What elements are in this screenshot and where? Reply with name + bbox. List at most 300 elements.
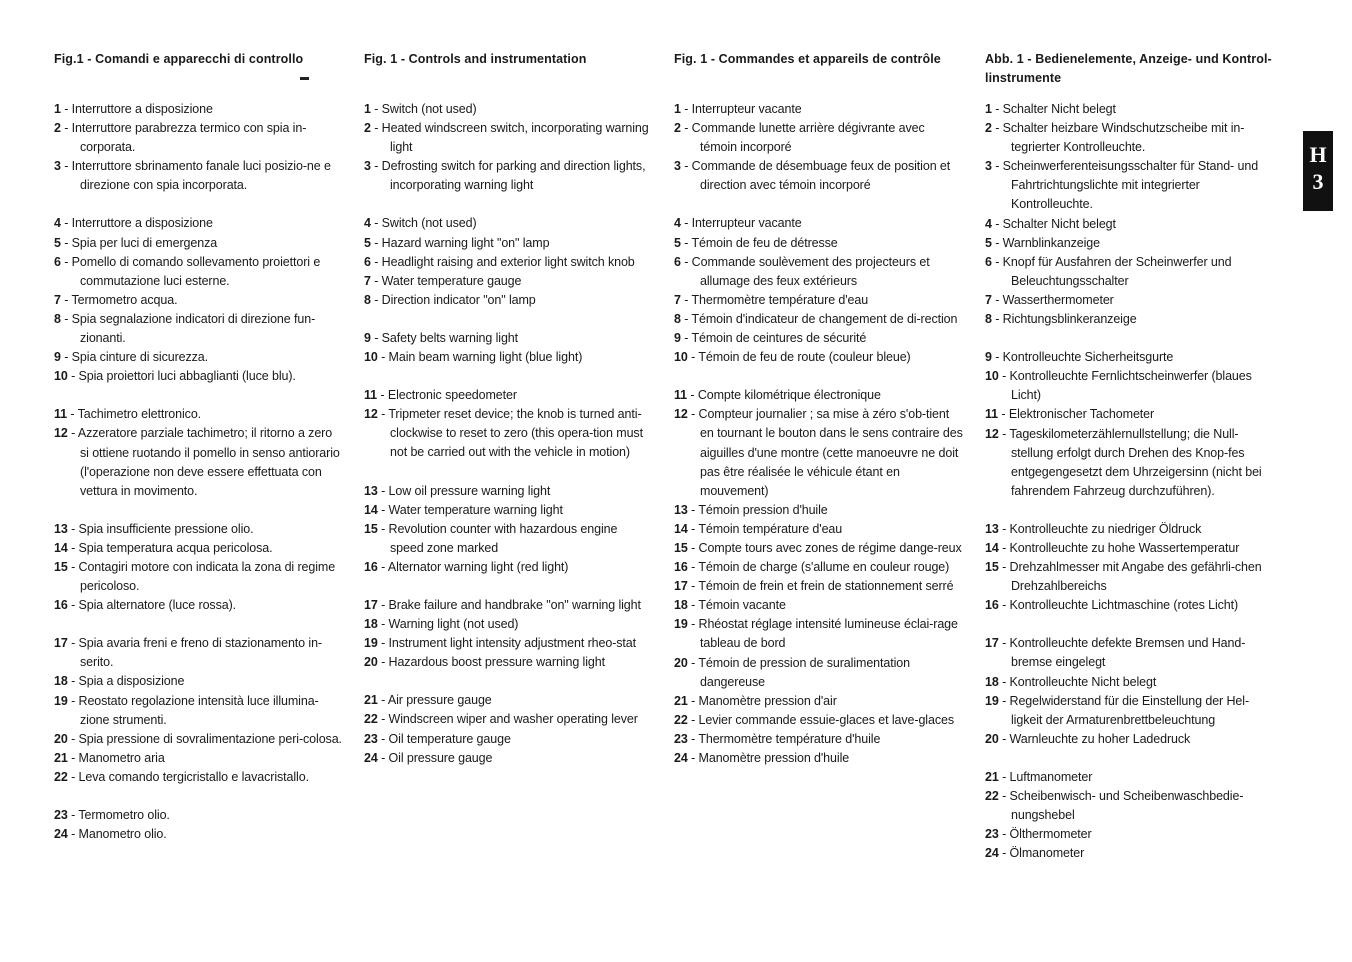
- list-item: 24 - Oil pressure gauge: [364, 750, 493, 765]
- item-number: 15: [364, 521, 378, 536]
- item-number: 1: [364, 102, 371, 116]
- item-number: 11: [674, 388, 688, 403]
- list-item: 15 - Contagiri motore con indicata la zona di regime pericoloso.: [54, 559, 336, 594]
- list-item: 1 - Interrupteur vacante: [674, 102, 802, 116]
- item-text: Luftmanometer: [1009, 769, 1093, 784]
- list-item: 21 - Manometro aria: [54, 750, 165, 765]
- item-text: Reostato regolazione intensità luce illumina-zione strumenti.: [78, 693, 319, 727]
- item-number: 14: [364, 502, 378, 517]
- list-item: 10 - Main beam warning light (blue light): [364, 350, 583, 365]
- list-item: 11 - Tachimetro elettronico.: [54, 407, 202, 422]
- list-item: 24 - Manomètre pression d'huile: [674, 751, 850, 765]
- list-item: 2 - Schalter heizbare Windschutzscheibe mit in-tegrierter Kontrolleuchte.: [985, 121, 1245, 155]
- list-item: 19 - Rhéostat réglage intensité lumineuse éclai-rage tableau de bord: [674, 617, 958, 651]
- list-item: 7 - Termometro acqua.: [54, 292, 178, 307]
- item-number: 9: [364, 330, 371, 345]
- item-text: Spia segnalazione indicatori di direzione fun-zionanti.: [71, 311, 316, 346]
- list-item: 20 - Témoin de pression de suralimentation dangereuse: [674, 655, 911, 689]
- item-number: 3: [54, 159, 61, 174]
- list-item: 3 - Scheinwerferenteisungsschalter für Stand- und Fahrtrichtungslichte mit integrierter Kontrolleuchte.: [985, 159, 1259, 212]
- item-text: Compte kilométrique électronique: [697, 388, 881, 403]
- item-number: 13: [674, 502, 688, 517]
- item-number: 18: [54, 674, 68, 689]
- item-text: Témoin température d'eau: [698, 521, 843, 536]
- item-text: Interruttore sbrinamento fanale luci posizio-ne e direzione con spia incorporata.: [71, 159, 331, 193]
- list-item: 22 - Windscreen wiper and washer operating lever: [364, 712, 638, 727]
- list-item: 6 - Headlight raising and exterior light switch knob: [364, 254, 635, 269]
- list-item: 12 - Tageskilometerzählernullstellung; die Null-stellung erfolgt durch Drehen des Knop-fes entgegengesetzt dem Uhrzeigersinn (nicht bei fahrendem Fahrzeug durchzuführen).: [985, 426, 1262, 498]
- item-number: 17: [985, 636, 999, 651]
- list-item: 5 - Spia per luci di emergenza: [54, 235, 218, 250]
- list-item: 10 - Kontrolleuchte Fernlichtscheinwerfer (blaues Licht): [985, 369, 1252, 403]
- list-item: 22 - Scheibenwisch- und Scheibenwaschbedie-nungshebel: [985, 789, 1244, 823]
- list-item: 3 - Commande de désembuage feux de position et direction avec témoin incorporé: [674, 159, 951, 193]
- item-text: Air pressure gauge: [387, 693, 492, 708]
- item-text: Commande soulèvement des projecteurs et allumage des feux extérieurs: [691, 254, 930, 288]
- list-item: 6 - Commande soulèvement des projecteurs et allumage des feux extérieurs: [674, 254, 930, 288]
- item-number: 9: [54, 350, 61, 365]
- item-number: 19: [674, 617, 688, 632]
- item-text: Manomètre pression d'air: [698, 693, 837, 708]
- list-item: 5 - Témoin de feu de détresse: [674, 235, 838, 250]
- item-number: 18: [674, 598, 688, 613]
- list-item: 22 - Leva comando tergicristallo e lavacristallo.: [54, 769, 309, 784]
- list-item: 9 - Témoin de ceintures de sécurité: [674, 331, 867, 346]
- item-number: 5: [54, 235, 61, 250]
- item-text: Tageskilometerzählernullstellung; die Null-stellung erfolgt durch Drehen des Knop-fes entgegengesetzt dem Uhrzeigersinn (nicht bei fahrendem Fahrzeug durchzuführen).: [1009, 426, 1262, 498]
- item-number: 19: [364, 636, 378, 651]
- item-text: Direction indicator "on" lamp: [381, 292, 536, 307]
- list-item: 8 - Spia segnalazione indicatori di direzione fun-zionanti.: [54, 311, 316, 346]
- list-item: 4 - Interrupteur vacante: [674, 216, 802, 231]
- item-number: 24: [674, 751, 688, 765]
- item-text: Scheinwerferenteisungsschalter für Stand- und Fahrtrichtungslichte mit integrierter Kontrolleuchte.: [1002, 159, 1259, 212]
- item-text: Elektronischer Tachometer: [1008, 407, 1155, 422]
- list-item: 15 - Revolution counter with hazardous engine speed zone marked: [364, 521, 618, 555]
- item-number: 11: [364, 388, 378, 403]
- item-text: Levier commande essuie-glaces et lave-glaces: [698, 712, 954, 727]
- item-list: [54, 100, 344, 844]
- item-text: Témoin de ceintures de sécurité: [691, 331, 867, 346]
- list-item: 7 - Thermomètre température d'eau: [674, 292, 869, 307]
- item-list: [985, 100, 1275, 863]
- item-number: 4: [364, 216, 371, 231]
- item-group: [985, 348, 1275, 501]
- item-group: [54, 634, 344, 787]
- item-text: Thermomètre température d'huile: [698, 731, 881, 746]
- list-item: 18 - Warning light (not used): [364, 617, 519, 632]
- item-text: Interrupteur vacante: [691, 102, 802, 116]
- item-number: 5: [674, 235, 681, 250]
- item-list: [674, 100, 964, 768]
- item-text: Safety belts warning light: [381, 330, 519, 345]
- list-item: 15 - Compte tours avec zones de régime dange-reux: [674, 540, 962, 555]
- list-item: 9 - Safety belts warning light: [364, 330, 519, 345]
- item-number: 10: [985, 369, 999, 384]
- list-item: 14 - Water temperature warning light: [364, 502, 563, 517]
- item-number: 20: [364, 655, 378, 670]
- item-text: Oil pressure gauge: [388, 750, 493, 765]
- item-number: 20: [985, 731, 999, 746]
- list-item: 13 - Témoin pression d'huile: [674, 502, 828, 517]
- item-text: Commande de désembuage feux de position et direction avec témoin incorporé: [691, 159, 951, 193]
- item-text: Témoin de pression de suralimentation dangereuse: [698, 655, 911, 689]
- print-mark: [300, 77, 309, 80]
- item-number: 5: [985, 235, 992, 250]
- list-item: 9 - Kontrolleuchte Sicherheitsgurte: [985, 350, 1174, 365]
- item-number: 17: [364, 597, 378, 612]
- item-text: Termometro acqua.: [71, 292, 178, 307]
- item-text: Interruttore a disposizione: [71, 216, 213, 231]
- column-title: Fig. 1 - Controls and instrumentation: [364, 52, 587, 66]
- item-text: Spia a disposizione: [78, 674, 185, 689]
- list-item: 6 - Pomello di comando sollevamento proiettori e commutazione luci esterne.: [54, 254, 321, 288]
- list-item: 2 - Interruttore parabrezza termico con spia in-corporata.: [54, 121, 307, 155]
- list-item: 1 - Interruttore a disposizione: [54, 102, 213, 116]
- list-item: 14 - Témoin température d'eau: [674, 521, 843, 536]
- item-text: Spia alternatore (luce rossa).: [78, 598, 237, 613]
- list-item: 10 - Témoin de feu de route (couleur bleue): [674, 350, 911, 365]
- item-number: 12: [674, 407, 688, 422]
- list-item: 17 - Brake failure and handbrake "on" warning light: [364, 597, 641, 612]
- list-item: 8 - Richtungsblinkeranzeige: [985, 312, 1137, 327]
- item-group: [985, 768, 1275, 863]
- item-number: 10: [364, 350, 378, 365]
- item-number: 13: [54, 521, 68, 536]
- item-text: Brake failure and handbrake "on" warning light: [388, 597, 641, 612]
- item-number: 20: [54, 731, 68, 746]
- item-number: 5: [364, 235, 371, 250]
- item-text: Rhéostat réglage intensité lumineuse éclai-rage tableau de bord: [698, 617, 958, 651]
- item-text: Azzeratore parziale tachimetro; il ritorno a zero si ottiene ruotando il pomello in senso antiorario (l'operazione non deve essere effettuata con vettura in movimento.: [77, 426, 340, 498]
- item-number: 4: [985, 216, 992, 231]
- list-item: 1 - Switch (not used): [364, 102, 477, 116]
- list-item: 23 - Ölthermometer: [985, 827, 1092, 842]
- item-number: 14: [985, 540, 999, 555]
- item-text: Revolution counter with hazardous engine speed zone marked: [388, 521, 618, 555]
- list-item: 8 - Direction indicator "on" lamp: [364, 292, 536, 307]
- column-title: Abb. 1 - Bedienelemente, Anzeige- und Kontrol-linstrumente: [985, 52, 1272, 85]
- list-item: 16 - Kontrolleuchte Lichtmaschine (rotes Licht): [985, 598, 1239, 613]
- item-number: 4: [54, 216, 61, 231]
- column-title: Fig.1 - Comandi e apparecchi di controllo: [54, 52, 304, 66]
- item-text: Interrupteur vacante: [691, 216, 802, 231]
- item-number: 23: [985, 827, 999, 842]
- item-text: Compte tours avec zones de régime dange-reux: [698, 540, 962, 555]
- item-number: 20: [674, 655, 688, 670]
- list-item: 7 - Wasserthermometer: [985, 292, 1114, 307]
- item-number: 21: [674, 693, 688, 708]
- item-text: Interruttore a disposizione: [71, 102, 213, 116]
- item-number: 22: [674, 712, 688, 727]
- column-french: [674, 50, 964, 787]
- item-group: [364, 482, 654, 577]
- item-number: 16: [364, 559, 378, 574]
- item-text: Schalter Nicht belegt: [1002, 102, 1116, 116]
- list-item: 13 - Spia insufficiente pressione olio.: [54, 521, 254, 536]
- list-item: 20 - Warnleuchte zu hoher Ladedruck: [985, 731, 1191, 746]
- item-text: Oil temperature gauge: [388, 731, 511, 746]
- item-number: 16: [985, 598, 999, 613]
- item-number: 2: [674, 121, 681, 136]
- item-text: Kontrolleuchte Nicht belegt: [1009, 674, 1157, 689]
- item-text: Schalter heizbare Windschutzscheibe mit in-tegrierter Kontrolleuchte.: [1002, 121, 1245, 155]
- item-group: [54, 520, 344, 615]
- item-text: Warnblinkanzeige: [1002, 235, 1100, 250]
- list-item: 14 - Kontrolleuchte zu hohe Wassertemperatur: [985, 540, 1240, 555]
- item-text: Low oil pressure warning light: [388, 483, 551, 498]
- list-item: 18 - Kontrolleuchte Nicht belegt: [985, 674, 1157, 689]
- item-number: 3: [985, 159, 992, 174]
- section-tab-letter: H: [1309, 142, 1327, 167]
- item-group: [364, 329, 654, 367]
- item-number: 15: [674, 540, 688, 555]
- list-item: 12 - Azzeratore parziale tachimetro; il ritorno a zero si ottiene ruotando il pomello in senso antiorario (l'operazione non deve essere effettuata con vettura in movimento.: [54, 426, 340, 498]
- list-item: 18 - Spia a disposizione: [54, 674, 185, 689]
- list-item: 17 - Spia avaria freni e freno di stazionamento in-serito.: [54, 636, 322, 670]
- list-item: 2 - Heated windscreen switch, incorporating warning light: [364, 121, 649, 155]
- item-number: 6: [364, 254, 371, 269]
- item-text: Warning light (not used): [388, 617, 519, 632]
- item-number: 2: [54, 121, 61, 136]
- item-number: 9: [674, 331, 681, 346]
- list-item: 5 - Warnblinkanzeige: [985, 235, 1100, 250]
- item-text: Electronic speedometer: [387, 388, 517, 403]
- list-item: 3 - Interruttore sbrinamento fanale luci posizio-ne e direzione con spia incorporata.: [54, 159, 331, 193]
- item-text: Spia temperatura acqua pericolosa.: [78, 540, 273, 555]
- list-item: 21 - Luftmanometer: [985, 769, 1093, 784]
- item-text: Kontrolleuchte zu hohe Wassertemperatur: [1009, 540, 1240, 555]
- list-item: 19 - Reostato regolazione intensità luce illumina-zione strumenti.: [54, 693, 319, 727]
- list-item: 12 - Compteur journalier ; sa mise à zéro s'ob-tient en tournant le bouton dans le sens contraire des aiguilles d'une montre (cette manoeuvre ne doit pas être réalisée le véhicule étant en mouvement): [674, 407, 963, 498]
- item-number: 19: [54, 693, 68, 708]
- item-text: Pomello di comando sollevamento proiettori e commutazione luci esterne.: [71, 254, 321, 288]
- item-group: [985, 100, 1275, 329]
- item-text: Kontrolleuchte Sicherheitsgurte: [1002, 350, 1174, 365]
- item-text: Contagiri motore con indicata la zona di regime pericoloso.: [78, 559, 336, 594]
- section-tab: [1303, 131, 1333, 211]
- item-group: [985, 520, 1275, 615]
- item-number: 8: [985, 312, 992, 327]
- item-number: 7: [54, 292, 61, 307]
- list-item: 17 - Kontrolleuchte defekte Bremsen und Hand-bremse eingelegt: [985, 636, 1246, 670]
- item-group: [364, 691, 654, 767]
- item-number: 11: [54, 407, 68, 422]
- item-text: Termometro olio.: [78, 808, 170, 822]
- item-number: 11: [985, 407, 999, 422]
- item-text: Ölmanometer: [1009, 846, 1085, 861]
- item-number: 22: [364, 712, 378, 727]
- item-number: 17: [674, 579, 688, 594]
- item-number: 13: [985, 521, 999, 536]
- section-tab-number: 3: [1312, 169, 1324, 194]
- item-text: Thermomètre température d'eau: [691, 292, 869, 307]
- item-number: 23: [674, 731, 688, 746]
- item-text: Tripmeter reset device; the knob is turned anti-clockwise to reset to zero (this opera-tion must not be carried out with the vehicle in motion): [388, 407, 643, 460]
- item-number: 18: [364, 617, 378, 632]
- list-item: 23 - Thermomètre température d'huile: [674, 731, 881, 746]
- list-item: 16 - Alternator warning light (red light): [364, 559, 569, 574]
- item-number: 6: [985, 254, 992, 269]
- list-item: 24 - Manometro olio.: [54, 827, 167, 842]
- list-item: 13 - Low oil pressure warning light: [364, 483, 551, 498]
- item-number: 15: [54, 559, 68, 574]
- item-number: 8: [364, 292, 371, 307]
- item-number: 21: [364, 693, 378, 708]
- list-item: 9 - Spia cinture di sicurezza.: [54, 350, 209, 365]
- item-number: 23: [54, 808, 68, 822]
- item-number: 22: [54, 769, 68, 784]
- item-number: 16: [54, 598, 68, 613]
- column-german: [985, 50, 1275, 882]
- list-item: 24 - Ölmanometer: [985, 846, 1085, 861]
- item-text: Manometro aria: [78, 750, 165, 765]
- item-number: 12: [54, 426, 68, 441]
- item-text: Defrosting switch for parking and direction lights, incorporating warning light: [381, 159, 646, 193]
- list-item: 4 - Switch (not used): [364, 216, 477, 231]
- item-number: 13: [364, 483, 378, 498]
- item-text: Spia avaria freni e freno di stazionamento in-serito.: [78, 636, 322, 670]
- list-item: 20 - Hazardous boost pressure warning light: [364, 655, 605, 670]
- item-text: Richtungsblinkeranzeige: [1002, 312, 1137, 327]
- item-number: 24: [364, 750, 378, 765]
- item-group: [54, 214, 344, 386]
- item-text: Water temperature warning light: [388, 502, 563, 517]
- list-item: 11 - Compte kilométrique électronique: [674, 388, 881, 403]
- item-text: Scheibenwisch- und Scheibenwaschbedie-nungshebel: [1009, 789, 1244, 823]
- item-number: 4: [674, 216, 681, 231]
- list-item: 2 - Commande lunette arrière dégivrante avec témoin incorporé: [674, 121, 925, 155]
- item-text: Témoin de frein et frein de stationnement serré: [698, 579, 954, 594]
- item-text: Témoin de feu de route (couleur bleue): [698, 350, 911, 365]
- item-number: 3: [364, 159, 371, 174]
- item-number: 21: [985, 769, 999, 784]
- item-number: 15: [985, 560, 999, 575]
- list-item: 4 - Schalter Nicht belegt: [985, 216, 1116, 231]
- item-text: Leva comando tergicristallo e lavacristallo.: [78, 769, 309, 784]
- item-text: Windscreen wiper and washer operating lever: [388, 712, 638, 727]
- item-number: 22: [985, 789, 999, 803]
- item-group: [674, 386, 964, 768]
- item-number: 3: [674, 159, 681, 174]
- item-text: Hazard warning light "on" lamp: [381, 235, 550, 250]
- item-text: Kontrolleuchte Lichtmaschine (rotes Licht): [1009, 598, 1239, 613]
- item-number: 6: [674, 254, 681, 269]
- list-item: 7 - Water temperature gauge: [364, 273, 522, 288]
- item-text: Manometro olio.: [78, 827, 167, 842]
- item-number: 18: [985, 674, 999, 689]
- list-item: 19 - Instrument light intensity adjustment rheo-stat: [364, 636, 637, 651]
- list-item: 10 - Spia proiettori luci abbaglianti (luce blu).: [54, 369, 296, 384]
- item-text: Switch (not used): [381, 102, 477, 116]
- item-text: Kontrolleuchte zu niedriger Öldruck: [1009, 521, 1202, 536]
- list-item: 4 - Interruttore a disposizione: [54, 216, 213, 231]
- item-text: Instrument light intensity adjustment rheo-stat: [388, 636, 637, 651]
- list-item: 23 - Oil temperature gauge: [364, 731, 511, 746]
- item-number: 1: [54, 102, 61, 116]
- item-number: 12: [364, 407, 378, 422]
- item-number: 24: [985, 846, 999, 861]
- item-text: Headlight raising and exterior light switch knob: [381, 254, 635, 269]
- item-text: Commande lunette arrière dégivrante avec témoin incorporé: [691, 121, 925, 155]
- list-item: 13 - Kontrolleuchte zu niedriger Öldruck: [985, 521, 1202, 536]
- list-item: 15 - Drehzahlmesser mit Angabe des gefährli-chen Drehzahlbereichs: [985, 560, 1262, 594]
- item-group: [364, 100, 654, 195]
- item-text: Kontrolleuchte Fernlichtscheinwerfer (blaues Licht): [1009, 369, 1252, 403]
- item-number: 24: [54, 827, 68, 842]
- item-group: [54, 405, 344, 500]
- item-number: 2: [364, 121, 371, 136]
- item-number: 7: [985, 292, 992, 307]
- item-text: Alternator warning light (red light): [387, 559, 569, 574]
- item-number: 16: [674, 560, 688, 575]
- item-text: Manomètre pression d'huile: [698, 751, 850, 765]
- list-item: 5 - Hazard warning light "on" lamp: [364, 235, 550, 250]
- item-number: 12: [985, 426, 999, 441]
- item-text: Regelwiderstand für die Einstellung der Hel-ligkeit der Armaturenbrettbeleuchtung: [1009, 693, 1250, 727]
- list-item: 23 - Termometro olio.: [54, 808, 170, 822]
- item-text: Compteur journalier ; sa mise à zéro s'ob-tient en tournant le bouton dans le sens contraire des aiguilles d'une montre (cette manoeuvre ne doit pas être réalisée le véhicule étant en mouvement): [698, 407, 963, 498]
- list-item: 16 - Témoin de charge (s'allume en couleur rouge): [674, 560, 950, 575]
- item-group: [985, 634, 1275, 749]
- item-number: 19: [985, 693, 999, 708]
- item-group: [674, 100, 964, 195]
- item-text: Hazardous boost pressure warning light: [388, 655, 605, 670]
- item-text: Témoin d'indicateur de changement de di-rection: [691, 311, 958, 326]
- item-number: 1: [674, 102, 681, 116]
- item-text: Drehzahlmesser mit Angabe des gefährli-chen Drehzahlbereichs: [1009, 560, 1262, 594]
- item-text: Spia per luci di emergenza: [71, 235, 218, 250]
- list-item: 11 - Elektronischer Tachometer: [985, 407, 1155, 422]
- item-number: 8: [54, 311, 61, 326]
- item-number: 2: [985, 121, 992, 136]
- item-text: Water temperature gauge: [381, 273, 522, 288]
- list-item: 3 - Defrosting switch for parking and direction lights, incorporating warning light: [364, 159, 646, 193]
- item-text: Spia cinture di sicurezza.: [71, 350, 209, 365]
- item-group: [54, 100, 344, 195]
- item-number: 6: [54, 254, 61, 269]
- list-item: 8 - Témoin d'indicateur de changement de di-rection: [674, 311, 958, 326]
- item-list: [364, 100, 654, 768]
- item-text: Témoin de feu de détresse: [691, 235, 838, 250]
- column-english: [364, 50, 654, 787]
- item-text: Kontrolleuchte defekte Bremsen und Hand-bremse eingelegt: [1009, 636, 1246, 670]
- item-group: [674, 214, 964, 367]
- list-item: 17 - Témoin de frein et frein de stationnement serré: [674, 579, 954, 594]
- list-item: 19 - Regelwiderstand für die Einstellung der Hel-ligkeit der Armaturenbrettbeleuchtung: [985, 693, 1250, 727]
- item-text: Témoin vacante: [698, 598, 786, 613]
- item-text: Spia insufficiente pressione olio.: [78, 521, 254, 536]
- item-number: 14: [674, 521, 688, 536]
- item-group: [364, 596, 654, 672]
- item-text: Schalter Nicht belegt: [1002, 216, 1116, 231]
- item-text: Témoin de charge (s'allume en couleur rouge): [698, 560, 950, 575]
- item-number: 7: [674, 292, 681, 307]
- list-item: 20 - Spia pressione di sovralimentazione peri-colosa.: [54, 731, 342, 746]
- item-text: Switch (not used): [381, 216, 477, 231]
- list-item: 21 - Air pressure gauge: [364, 693, 492, 708]
- list-item: 12 - Tripmeter reset device; the knob is turned anti-clockwise to reset to zero (this opera-tion must not be carried out with the vehicle in motion): [364, 407, 643, 460]
- list-item: 14 - Spia temperatura acqua pericolosa.: [54, 540, 273, 555]
- item-text: Heated windscreen switch, incorporating warning light: [381, 121, 649, 155]
- item-text: Main beam warning light (blue light): [388, 350, 583, 365]
- item-group: [364, 214, 654, 309]
- item-group: [54, 806, 344, 844]
- list-item: 18 - Témoin vacante: [674, 598, 786, 613]
- item-number: 8: [674, 311, 681, 326]
- item-number: 23: [364, 731, 378, 746]
- item-text: Spia pressione di sovralimentazione peri-colosa.: [78, 731, 342, 746]
